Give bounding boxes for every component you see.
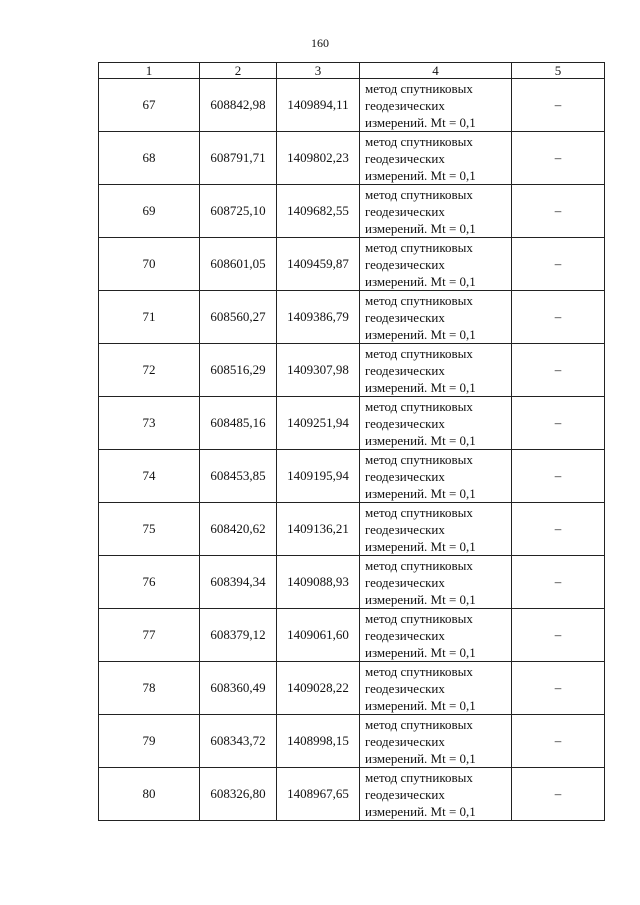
method-line: метод спутниковых <box>365 345 473 361</box>
coordinate-y-cell: 1409894,11 <box>277 79 360 132</box>
method-line: метод спутниковых <box>365 451 473 467</box>
note-cell: – <box>512 768 605 821</box>
method-line: геодезических <box>365 680 445 696</box>
coordinate-x-cell: 608725,10 <box>200 185 277 238</box>
coordinate-y-cell: 1409061,60 <box>277 609 360 662</box>
method-line: геодезических <box>365 309 445 325</box>
method-line: метод спутниковых <box>365 557 473 573</box>
method-line: геодезических <box>365 256 445 272</box>
coordinate-x-cell: 608485,16 <box>200 397 277 450</box>
method-line: геодезических <box>365 627 445 643</box>
method-cell <box>360 609 512 662</box>
method-line: метод спутниковых <box>365 610 473 626</box>
coordinate-x-cell: 608842,98 <box>200 79 277 132</box>
table-row <box>99 132 605 185</box>
header-col-2: 2 <box>200 63 277 79</box>
method-line: измерений. Mt = 0,1 <box>365 379 476 395</box>
header-col-5: 5 <box>512 63 605 79</box>
point-number-cell: 69 <box>99 185 200 238</box>
note-cell: – <box>512 609 605 662</box>
method-line: геодезических <box>365 468 445 484</box>
method-cell <box>360 79 512 132</box>
coordinate-y-cell: 1409307,98 <box>277 344 360 397</box>
method-line: измерений. Mt = 0,1 <box>365 697 476 713</box>
note-cell: – <box>512 556 605 609</box>
method-cell <box>360 291 512 344</box>
method-line: геодезических <box>365 362 445 378</box>
coordinate-y-cell: 1409682,55 <box>277 185 360 238</box>
method-cell <box>360 344 512 397</box>
point-number-cell: 68 <box>99 132 200 185</box>
note-cell: – <box>512 185 605 238</box>
point-number-cell: 76 <box>99 556 200 609</box>
method-line: измерений. Mt = 0,1 <box>365 538 476 554</box>
note-cell: – <box>512 503 605 556</box>
table-row <box>99 397 605 450</box>
point-number-cell: 72 <box>99 344 200 397</box>
method-line: метод спутниковых <box>365 663 473 679</box>
coordinate-x-cell: 608791,71 <box>200 132 277 185</box>
method-line: метод спутниковых <box>365 239 473 255</box>
point-number-cell: 70 <box>99 238 200 291</box>
method-cell <box>360 450 512 503</box>
coordinate-x-cell: 608326,80 <box>200 768 277 821</box>
note-cell: – <box>512 715 605 768</box>
header-col-4: 4 <box>360 63 512 79</box>
method-line: метод спутниковых <box>365 716 473 732</box>
method-line: геодезических <box>365 574 445 590</box>
method-cell <box>360 715 512 768</box>
method-line: геодезических <box>365 415 445 431</box>
method-line: геодезических <box>365 521 445 537</box>
coordinate-y-cell: 1409088,93 <box>277 556 360 609</box>
method-line: измерений. Mt = 0,1 <box>365 220 476 236</box>
coordinate-x-cell: 608379,12 <box>200 609 277 662</box>
point-number-cell: 74 <box>99 450 200 503</box>
method-line: измерений. Mt = 0,1 <box>365 432 476 448</box>
method-line: геодезических <box>365 150 445 166</box>
table-row <box>99 238 605 291</box>
method-line: измерений. Mt = 0,1 <box>365 485 476 501</box>
method-line: геодезических <box>365 97 445 113</box>
coordinate-x-cell: 608343,72 <box>200 715 277 768</box>
note-cell: – <box>512 79 605 132</box>
table-row <box>99 79 605 132</box>
note-cell: – <box>512 450 605 503</box>
coordinate-y-cell: 1408967,65 <box>277 768 360 821</box>
coordinate-y-cell: 1409195,94 <box>277 450 360 503</box>
coordinate-x-cell: 608360,49 <box>200 662 277 715</box>
coordinate-x-cell: 608560,27 <box>200 291 277 344</box>
method-line: измерений. Mt = 0,1 <box>365 167 476 183</box>
table-row <box>99 344 605 397</box>
point-number-cell: 67 <box>99 79 200 132</box>
method-line: измерений. Mt = 0,1 <box>365 114 476 130</box>
method-cell <box>360 132 512 185</box>
point-number-cell: 73 <box>99 397 200 450</box>
page-number: 160 <box>311 36 329 50</box>
header-col-3: 3 <box>277 63 360 79</box>
header-row <box>99 63 605 79</box>
table-body <box>99 79 605 821</box>
point-number-cell: 80 <box>99 768 200 821</box>
note-cell: – <box>512 132 605 185</box>
table-row <box>99 768 605 821</box>
point-number-cell: 77 <box>99 609 200 662</box>
coordinate-y-cell: 1409459,87 <box>277 238 360 291</box>
method-line: геодезических <box>365 203 445 219</box>
table-row <box>99 185 605 238</box>
method-line: метод спутниковых <box>365 504 473 520</box>
method-line: метод спутниковых <box>365 398 473 414</box>
table-row <box>99 291 605 344</box>
method-line: измерений. Mt = 0,1 <box>365 803 476 819</box>
coordinate-y-cell: 1409136,21 <box>277 503 360 556</box>
method-cell <box>360 556 512 609</box>
table-row <box>99 609 605 662</box>
method-line: измерений. Mt = 0,1 <box>365 750 476 766</box>
method-line: метод спутниковых <box>365 133 473 149</box>
method-line: метод спутниковых <box>365 186 473 202</box>
coordinate-x-cell: 608601,05 <box>200 238 277 291</box>
method-line: метод спутниковых <box>365 769 473 785</box>
coordinate-x-cell: 608453,85 <box>200 450 277 503</box>
method-line: геодезических <box>365 786 445 802</box>
method-line: измерений. Mt = 0,1 <box>365 591 476 607</box>
coordinate-y-cell: 1409251,94 <box>277 397 360 450</box>
method-cell <box>360 662 512 715</box>
header-col-1: 1 <box>99 63 200 79</box>
method-cell <box>360 238 512 291</box>
note-cell: – <box>512 238 605 291</box>
method-line: измерений. Mt = 0,1 <box>365 644 476 660</box>
point-number-cell: 71 <box>99 291 200 344</box>
method-cell <box>360 185 512 238</box>
point-number-cell: 79 <box>99 715 200 768</box>
table-row <box>99 450 605 503</box>
method-cell <box>360 503 512 556</box>
coordinate-y-cell: 1409028,22 <box>277 662 360 715</box>
method-line: геодезических <box>365 733 445 749</box>
method-cell <box>360 397 512 450</box>
coordinate-y-cell: 1409802,23 <box>277 132 360 185</box>
note-cell: – <box>512 662 605 715</box>
method-cell <box>360 768 512 821</box>
point-number-cell: 78 <box>99 662 200 715</box>
table-row <box>99 715 605 768</box>
table-row <box>99 662 605 715</box>
note-cell: – <box>512 344 605 397</box>
table-header <box>99 63 605 79</box>
coordinate-y-cell: 1408998,15 <box>277 715 360 768</box>
coordinate-y-cell: 1409386,79 <box>277 291 360 344</box>
coordinate-x-cell: 608394,34 <box>200 556 277 609</box>
note-cell: – <box>512 397 605 450</box>
method-line: метод спутниковых <box>365 292 473 308</box>
method-line: измерений. Mt = 0,1 <box>365 326 476 342</box>
coordinate-x-cell: 608516,29 <box>200 344 277 397</box>
method-line: измерений. Mt = 0,1 <box>365 273 476 289</box>
note-cell: – <box>512 291 605 344</box>
coordinates-table <box>98 62 605 821</box>
point-number-cell: 75 <box>99 503 200 556</box>
coordinate-x-cell: 608420,62 <box>200 503 277 556</box>
method-line: метод спутниковых <box>365 80 473 96</box>
table-row <box>99 556 605 609</box>
table-row <box>99 503 605 556</box>
